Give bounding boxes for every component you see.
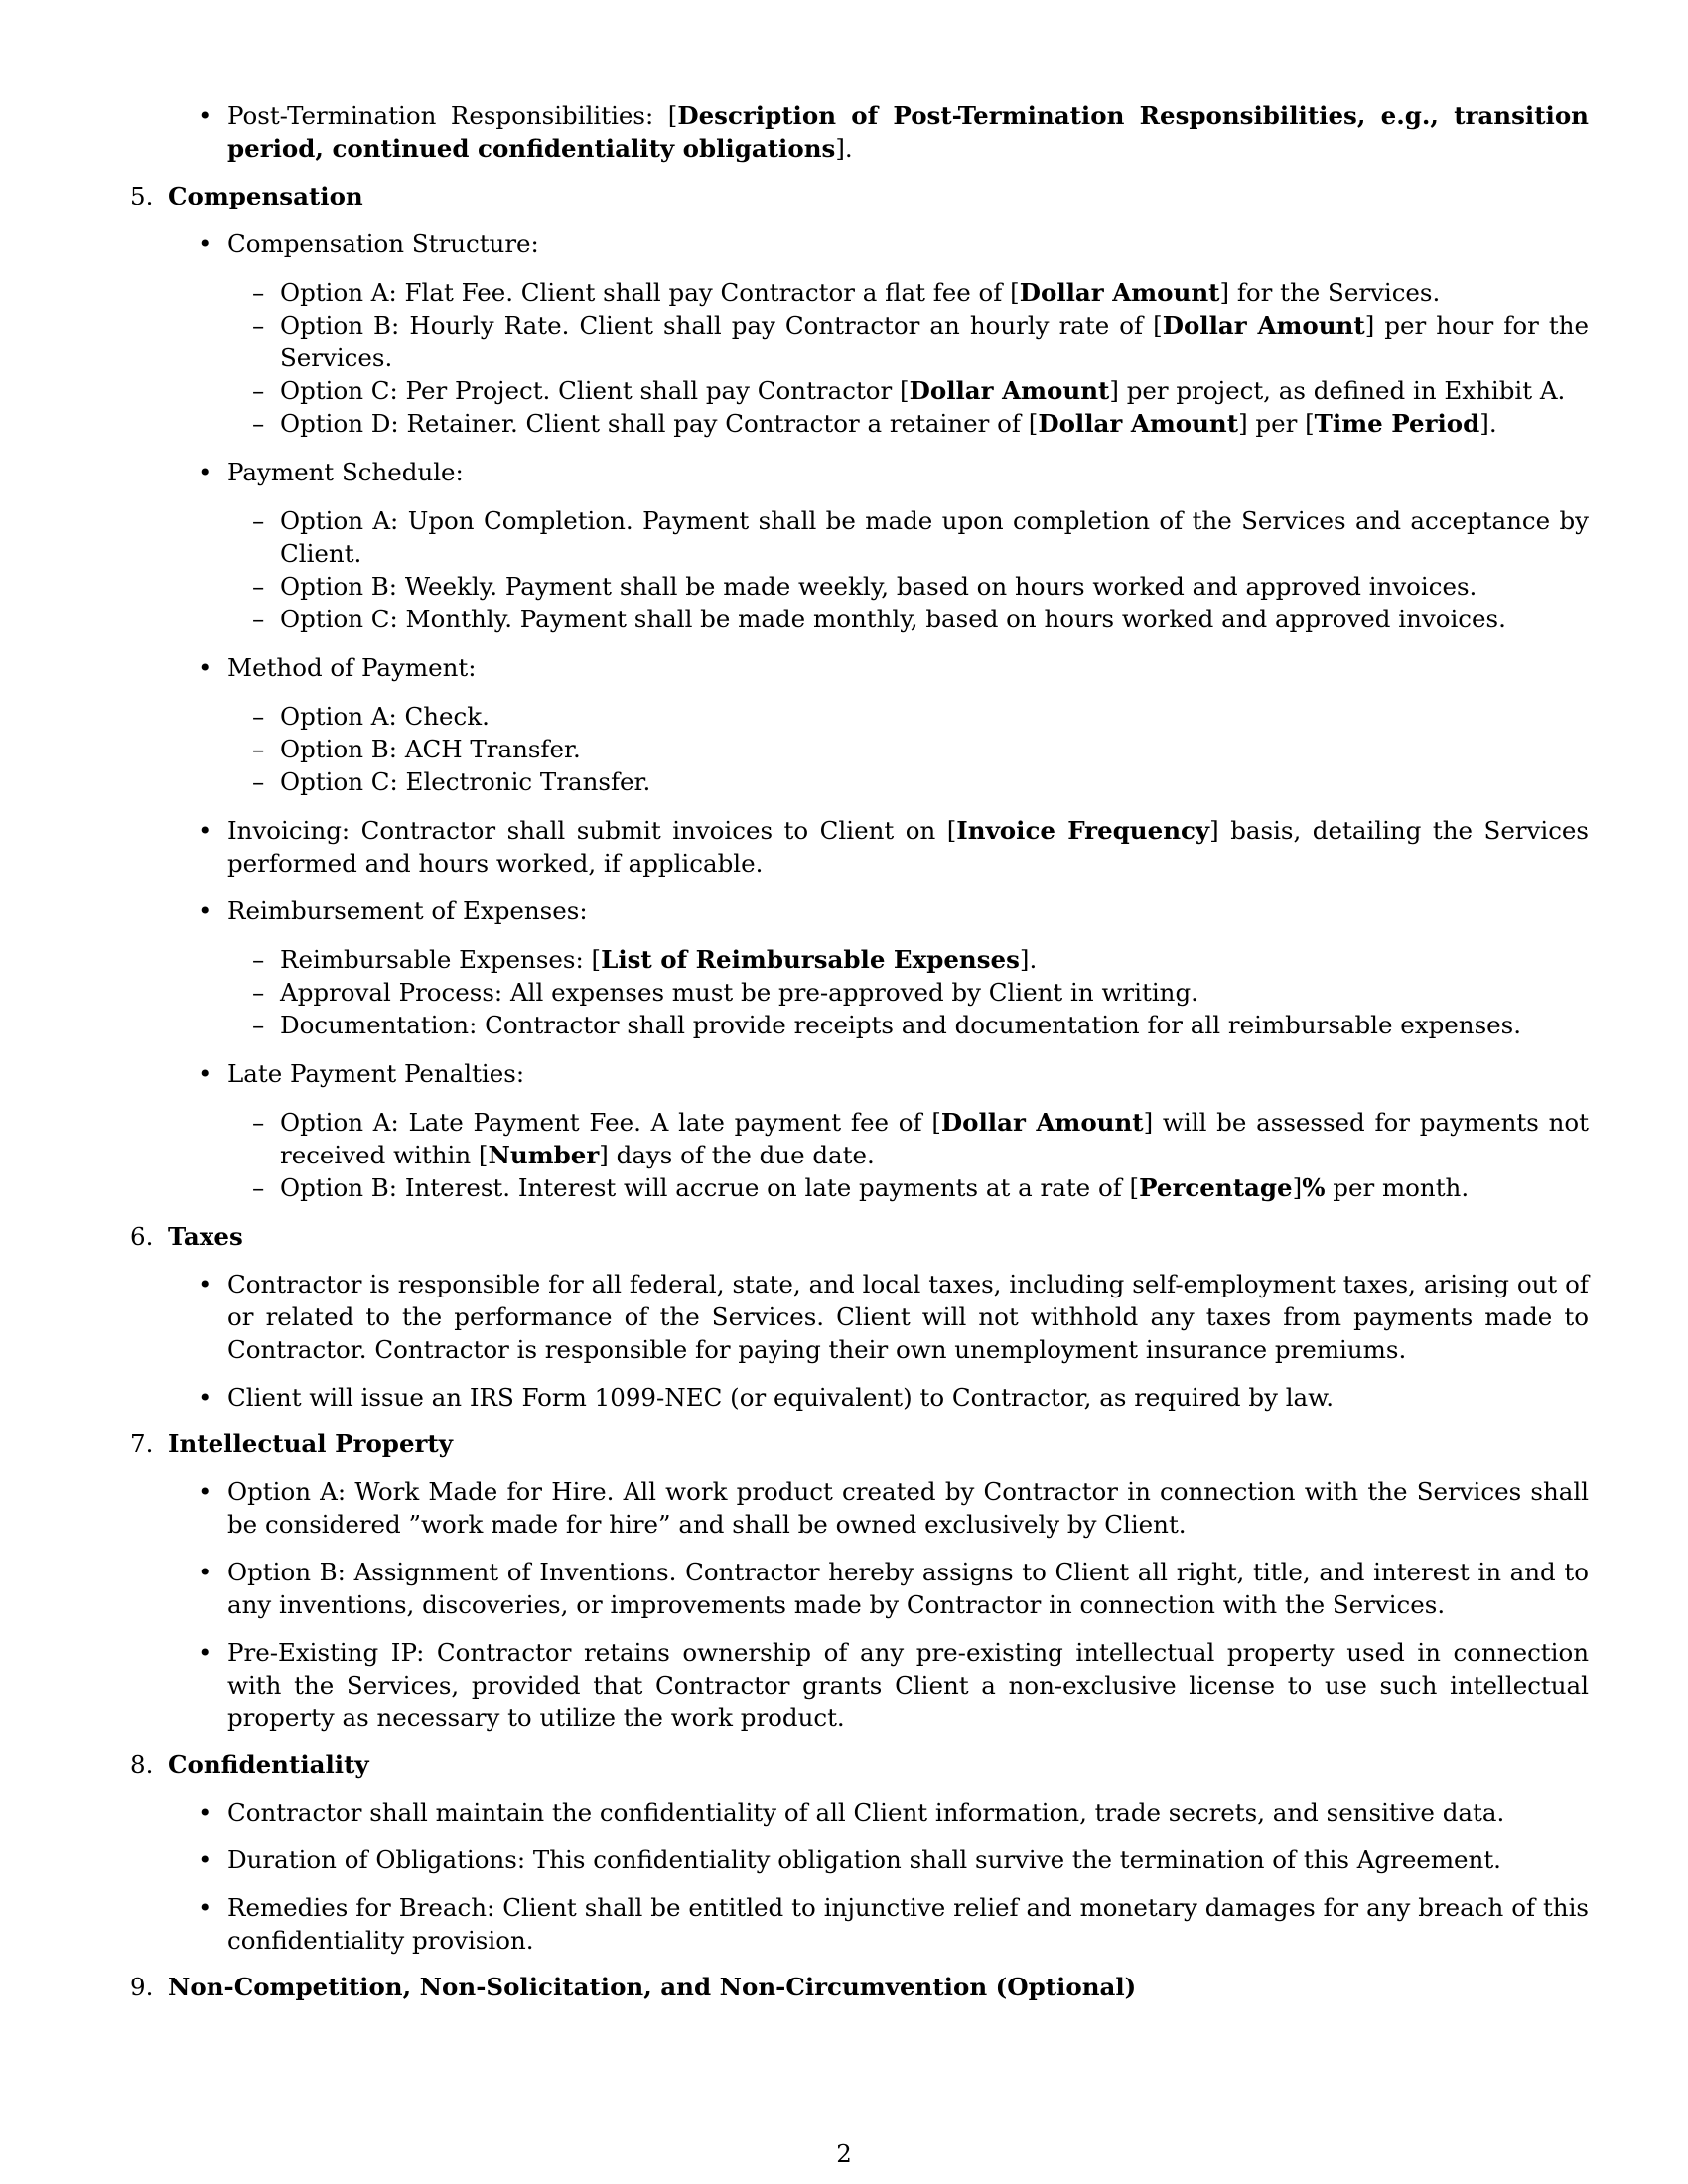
- list-item: – Documentation: Contractor shall provide receipts and documentation for all reimbursable expenses.: [124, 1009, 1589, 1041]
- list-item: • Client will issue an IRS Form 1099-NEC (or equivalent) to Contractor, as required by law.: [124, 1381, 1589, 1414]
- list-item: – Option D: Retainer. Client shall pay Contractor a retainer of [Dollar Amount] per [Time Period].: [124, 407, 1589, 440]
- list-item: – Option A: Late Payment Fee. A late payment fee of [Dollar Amount] will be assessed for payments not received within [Number] days of the due date.: [124, 1106, 1589, 1171]
- list-item: – Option B: ACH Transfer.: [124, 733, 1589, 765]
- page-number: 2: [836, 2139, 852, 2168]
- post-termination-item: • Post-Termination Responsibilities: [Description of Post-Termination Responsibilities, e.g., transition period, continued confidentiality obligations].: [124, 99, 1589, 165]
- list-item: – Reimbursable Expenses: [List of Reimbursable Expenses].: [124, 943, 1589, 976]
- payment-schedule-options: [124, 504, 1589, 635]
- section-heading-non-competition: 9. Non-Competition, Non-Solicitation, and Non-Circumvention (Optional): [130, 1973, 1137, 2001]
- compensation-structure-options: [124, 276, 1589, 440]
- list-item: – Option C: Per Project. Client shall pay Contractor [Dollar Amount] per project, as defined in Exhibit A.: [124, 374, 1589, 407]
- list-item: – Option A: Flat Fee. Client shall pay Contractor a flat fee of [Dollar Amount] for the Services.: [124, 276, 1589, 309]
- late-payment-options: [124, 1106, 1589, 1204]
- late-payment-label: • Late Payment Penalties:: [124, 1057, 1589, 1090]
- section-heading-intellectual-property: 7. Intellectual Property: [130, 1430, 453, 1458]
- payment-method-options: [124, 700, 1589, 798]
- list-item: • Contractor is responsible for all federal, state, and local taxes, including self-employment taxes, arising out of or related to the performance of the Services. Client will not withhold any taxes from payments made to Contractor. Contractor is responsible for paying their own unemployment insurance premiums.: [124, 1268, 1589, 1366]
- list-item: • Contractor shall maintain the confidentiality of all Client information, trade secrets, and sensitive data.: [124, 1796, 1589, 1829]
- list-item: – Approval Process: All expenses must be pre-approved by Client in writing.: [124, 976, 1589, 1009]
- list-item: • Duration of Obligations: This confidentiality obligation shall survive the termination of this Agreement.: [124, 1843, 1589, 1876]
- list-item: – Option B: Interest. Interest will accrue on late payments at a rate of [Percentage]% per month.: [124, 1171, 1589, 1204]
- list-item: – Option A: Upon Completion. Payment shall be made upon completion of the Services and acceptance by Client.: [124, 504, 1589, 570]
- list-item: • Pre-Existing IP: Contractor retains ownership of any pre-existing intellectual property used in connection with the Services, provided that Contractor grants Client a non-exclusive license to use such intellectual property as necessary to utilize the work product.: [124, 1636, 1589, 1734]
- list-item: – Option C: Electronic Transfer.: [124, 765, 1589, 798]
- section-heading-taxes: 6. Taxes: [130, 1222, 243, 1251]
- compensation-structure-label: • Compensation Structure:: [124, 227, 1589, 260]
- reimbursement-label: • Reimbursement of Expenses:: [124, 894, 1589, 927]
- section-heading-confidentiality: 8. Confidentiality: [130, 1750, 369, 1779]
- list-item: • Option A: Work Made for Hire. All work product created by Contractor in connection with the Services shall be considered ”work made for hire” and shall be owned exclusively by Client.: [124, 1475, 1589, 1541]
- invoicing-item: • Invoicing: Contractor shall submit invoices to Client on [Invoice Frequency] basis, detailing the Services performed and hours worked, if applicable.: [124, 814, 1589, 880]
- list-item: – Option B: Hourly Rate. Client shall pay Contractor an hourly rate of [Dollar Amount] per hour for the Services.: [124, 309, 1589, 374]
- payment-method-label: • Method of Payment:: [124, 651, 1589, 684]
- document-page: [124, 99, 1589, 2018]
- list-item: • Remedies for Breach: Client shall be entitled to injunctive relief and monetary damages for any breach of this confidentiality provision.: [124, 1891, 1589, 1957]
- reimbursement-options: [124, 943, 1589, 1041]
- list-item: – Option B: Weekly. Payment shall be made weekly, based on hours worked and approved invoices.: [124, 570, 1589, 603]
- list-item: • Option B: Assignment of Inventions. Contractor hereby assigns to Client all right, title, and interest in and to any inventions, discoveries, or improvements made by Contractor in connection with the Services.: [124, 1556, 1589, 1621]
- payment-schedule-label: • Payment Schedule:: [124, 456, 1589, 488]
- list-item: – Option C: Monthly. Payment shall be made monthly, based on hours worked and approved invoices.: [124, 603, 1589, 635]
- list-item: – Option A: Check.: [124, 700, 1589, 733]
- section-heading-compensation: 5. Compensation: [130, 182, 363, 210]
